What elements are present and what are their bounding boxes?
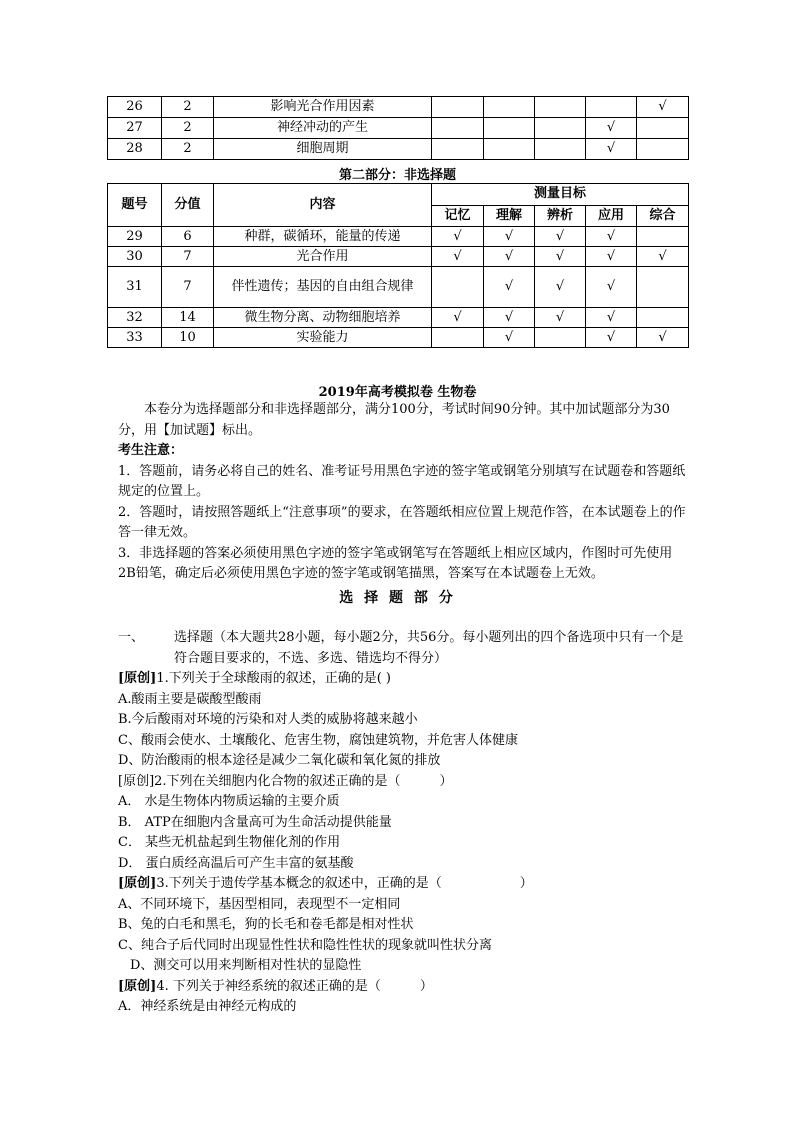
cell-mark bbox=[484, 118, 535, 139]
cell-mark: √ bbox=[432, 247, 484, 267]
cell-mark: √ bbox=[637, 247, 689, 267]
q2-option-b: B． ATP在细胞内含量高可为生命活动提供能量 bbox=[118, 814, 392, 830]
cell-no: 26 bbox=[108, 97, 162, 118]
cell-mark: √ bbox=[586, 267, 637, 308]
cell-mark: √ bbox=[535, 227, 586, 247]
question-stem: 2.下列在关细胞内化合物的叙述正确的是（ ） bbox=[154, 773, 453, 789]
exam-title: 2019年高考模拟卷 生物卷 bbox=[318, 385, 477, 400]
cell-no: 27 bbox=[108, 118, 162, 139]
cell-content: 影响光合作用因素 bbox=[214, 97, 432, 118]
notice-1: 1．答题前，请务必将自己的姓名、准考证号用黑色字迹的签字笔或钢笔分别填写在试题卷和答题纸规定的位置上。 bbox=[118, 463, 686, 499]
section1-heading bbox=[118, 628, 688, 669]
cell-no: 32 bbox=[108, 308, 162, 328]
question-stem: 4. 下列关于神经系统的叙述正确的是（ ） bbox=[156, 978, 433, 994]
cell-mark bbox=[535, 139, 586, 160]
section1-number: 一、 bbox=[118, 630, 145, 645]
cell-mark: √ bbox=[586, 139, 637, 160]
cell-mark bbox=[637, 139, 689, 160]
table-row bbox=[108, 227, 689, 247]
cell-content: 伴性遗传；基因的自由组合规律 bbox=[214, 267, 432, 308]
header-synthesize: 综合 bbox=[637, 205, 689, 227]
q1-option-d: D、防治酸雨的根本途径是减少二氧化碳和氧化氮的排放 bbox=[118, 753, 441, 768]
header-content: 内容 bbox=[214, 184, 432, 227]
notice-3: 3．非选择题的答案必须使用黑色字迹的签字笔或钢笔写在答题纸上相应区域内，作图时可先使用2B铅笔，确定后必须使用黑色字迹的签字笔或钢笔描黑，答案写在本试题卷上无效。 bbox=[118, 545, 673, 581]
q2-option-a: A． 水是生物体内物质运输的主要介质 bbox=[118, 794, 340, 809]
question-2 bbox=[118, 772, 688, 793]
table-row bbox=[108, 308, 689, 328]
cell-content: 种群，碳循环，能量的传递 bbox=[214, 227, 432, 247]
table-row bbox=[108, 267, 689, 308]
cell-mark: √ bbox=[484, 247, 535, 267]
question-3 bbox=[118, 874, 688, 895]
table-row bbox=[108, 247, 689, 267]
q3-option-c: C、纯合子后代同时出现显性性状和隐性性状的现象就叫性状分离 bbox=[118, 937, 492, 953]
table-row bbox=[108, 139, 689, 160]
cell-no: 29 bbox=[108, 227, 162, 247]
cell-mark bbox=[432, 267, 484, 308]
cell-mark bbox=[484, 97, 535, 118]
cell-mark: √ bbox=[535, 247, 586, 267]
cell-content: 神经冲动的产生 bbox=[214, 118, 432, 139]
cell-mark: √ bbox=[586, 227, 637, 247]
q1-option-a: A.酸雨主要是碳酸型酸雨 bbox=[118, 691, 262, 707]
original-tag: [原创] bbox=[118, 978, 157, 994]
section1-text: 选择题（本大题共28小题，每小题2分，共56分。每小题列出的四个备选项中只有一个是符合题目要求的，不选、多选、错选均不得分） bbox=[174, 630, 684, 666]
cell-mark bbox=[535, 118, 586, 139]
cell-no: 30 bbox=[108, 247, 162, 267]
section2-title: 第二部分：非选择题 bbox=[338, 168, 456, 183]
cell-mark: √ bbox=[637, 97, 689, 118]
cell-score: 2 bbox=[162, 139, 214, 160]
q1-option-c: C、酸雨会使水、土壤酸化、危害生物，腐蚀建筑物，并危害人体健康 bbox=[118, 732, 518, 748]
cell-mark: √ bbox=[535, 267, 586, 308]
q3-option-d: D、测交可以用来判断相对性状的显隐性 bbox=[130, 958, 362, 973]
cell-mark: √ bbox=[535, 308, 586, 328]
notice-2: 2．答题时，请按照答题纸上“注意事项”的要求，在答题纸相应位置上规范作答，在本试题卷上的作答一律无效。 bbox=[118, 504, 686, 540]
original-tag: [原创] bbox=[118, 671, 157, 686]
question-target-table-part1 bbox=[107, 96, 689, 160]
cell-content: 细胞周期 bbox=[214, 139, 432, 160]
instructions bbox=[118, 400, 688, 585]
question-stem: 1.下列关于全球酸雨的叙述，正确的是( ) bbox=[156, 671, 391, 686]
question-stem: 3.下列关于遗传学基本概念的叙述中，正确的是（ ） bbox=[156, 876, 533, 891]
cell-mark: √ bbox=[484, 308, 535, 328]
table-row bbox=[108, 118, 689, 139]
cell-no: 31 bbox=[108, 267, 162, 308]
cell-mark bbox=[432, 97, 484, 118]
cell-mark: √ bbox=[432, 308, 484, 328]
cell-mark: √ bbox=[637, 328, 689, 348]
q2-option-d: D． 蛋白质经高温后可产生丰富的氨基酸 bbox=[118, 855, 354, 871]
q4-option-a: A．神经系统是由神经元构成的 bbox=[118, 999, 297, 1014]
q3-option-b: B、兔的白毛和黑毛，狗的长毛和卷毛都是相对性状 bbox=[118, 917, 414, 932]
cell-mark bbox=[637, 308, 689, 328]
original-tag: [原创] bbox=[118, 876, 157, 891]
cell-score: 10 bbox=[162, 328, 214, 348]
questions bbox=[118, 628, 688, 1018]
cell-mark bbox=[535, 328, 586, 348]
q3-option-a: A、不同环境下，基因型相同，表现型不一定相同 bbox=[118, 896, 401, 912]
cell-score: 7 bbox=[162, 247, 214, 267]
q1-option-b: B.今后酸雨对环境的污染和对人类的威胁将越来越小 bbox=[118, 712, 418, 727]
cell-mark: √ bbox=[586, 328, 637, 348]
cell-mark bbox=[535, 97, 586, 118]
cell-score: 14 bbox=[162, 308, 214, 328]
cell-score: 2 bbox=[162, 118, 214, 139]
cell-score: 7 bbox=[162, 267, 214, 308]
cell-content: 实验能力 bbox=[214, 328, 432, 348]
cell-mark bbox=[432, 139, 484, 160]
cell-mark bbox=[432, 328, 484, 348]
cell-mark bbox=[432, 118, 484, 139]
cell-mark bbox=[484, 139, 535, 160]
header-goal: 测量目标 bbox=[432, 184, 689, 206]
cell-mark: √ bbox=[484, 328, 535, 348]
header-score: 分值 bbox=[162, 184, 214, 227]
header-memory: 记忆 bbox=[432, 205, 484, 227]
cell-content: 光合作用 bbox=[214, 247, 432, 267]
cell-mark bbox=[586, 97, 637, 118]
header-analyze: 辨析 bbox=[535, 205, 586, 227]
cell-mark: √ bbox=[484, 227, 535, 247]
notice-label: 考生注意： bbox=[118, 443, 184, 458]
header-no: 题号 bbox=[108, 184, 162, 227]
cell-mark: √ bbox=[586, 247, 637, 267]
cell-mark bbox=[637, 267, 689, 308]
question-1 bbox=[118, 669, 688, 690]
cell-mark: √ bbox=[484, 267, 535, 308]
intro: 本卷分为选择题部分和非选择题部分，满分100分，考试时间90分钟。其中加试题部分为30分，用【加试题】标出。 bbox=[118, 402, 670, 438]
cell-no: 28 bbox=[108, 139, 162, 160]
cell-mark bbox=[637, 118, 689, 139]
cell-no: 33 bbox=[108, 328, 162, 348]
original-tag: [原创] bbox=[118, 773, 155, 789]
table-row bbox=[108, 328, 689, 348]
cell-mark: √ bbox=[432, 227, 484, 247]
cell-score: 6 bbox=[162, 227, 214, 247]
question-4 bbox=[118, 977, 688, 998]
table-row bbox=[108, 97, 689, 118]
q2-option-c: C． 某些无机盐起到生物催化剂的作用 bbox=[118, 835, 341, 850]
header-apply: 应用 bbox=[586, 205, 637, 227]
cell-mark bbox=[637, 227, 689, 247]
part-title: 选 择 题 部 分 bbox=[339, 590, 456, 606]
cell-score: 2 bbox=[162, 97, 214, 118]
cell-content: 微生物分离、动物细胞培养 bbox=[214, 308, 432, 328]
question-target-table-part2 bbox=[107, 183, 689, 348]
cell-mark: √ bbox=[586, 118, 637, 139]
header-understand: 理解 bbox=[484, 205, 535, 227]
cell-mark: √ bbox=[586, 308, 637, 328]
